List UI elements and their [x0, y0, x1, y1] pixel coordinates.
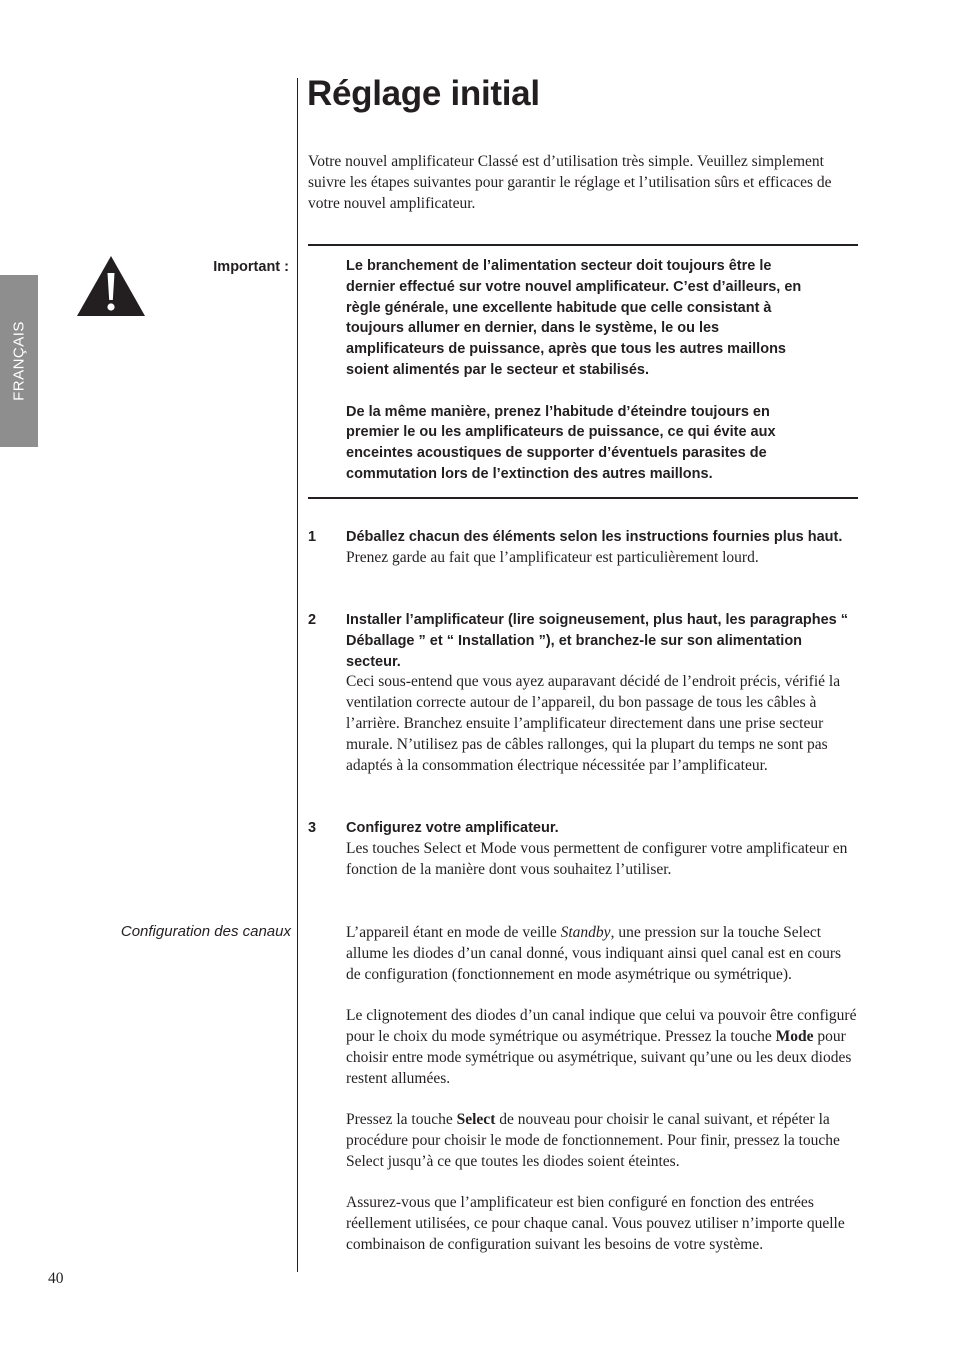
text-run: , une pression sur la touche Select allume les diodes d’un canal donné, vous indiquant ainsi quel canal est en cours de configuration (fonctionnement en mode asymétrique ou symétrique).	[346, 924, 842, 983]
step-number: 3	[308, 820, 317, 836]
configuration-section	[346, 923, 858, 1277]
step-heading: Déballez chacun des éléments selon les instructions fournies plus haut.	[346, 529, 843, 545]
text-run: Le clignotement des diodes d’un canal indique que celui va pouvoir être configuré pour le choix du mode symétrique ou asymétrique. Pressez la touche	[346, 1007, 857, 1045]
text-run: L’appareil étant en mode de veille	[346, 924, 561, 941]
mode-term: Mode	[775, 1027, 814, 1045]
warning-triangle-icon	[76, 255, 146, 317]
intro-paragraph: Votre nouvel amplificateur Classé est d’utilisation très simple. Veuillez simplement suivre les étapes suivantes pour garantir le réglage et l’utilisation sûrs et efficaces de votre nouvel amplificateur.	[308, 153, 832, 212]
configuration-paragraph	[346, 1110, 858, 1172]
text-run: de nouveau pour choisir le canal suivant, et répéter la procédure pour choisir le mode de fonctionnement. Pour finir, pressez la touche Select jusqu’à ce que toutes les diodes soient éteintes.	[346, 1111, 840, 1170]
step-number: 1	[308, 529, 317, 545]
step-2	[308, 610, 860, 776]
select-term: Select	[456, 1111, 496, 1129]
important-paragraph: De la même manière, prenez l’habitude d’éteindre toujours en premier le ou les amplificateurs de puissance, ce qui évite aux enceintes acoustiques de supporter d’éventuels parasites de commutation lors de l’extinction des autres maillons.	[346, 403, 776, 482]
configuration-paragraph	[346, 923, 858, 985]
important-paragraph: Le branchement de l’alimentation secteur doit toujours être le dernier effectué sur votre nouvel amplificateur. C’est d’ailleurs, en règle générale, une excellente habitude que celle consistant à toujours allumer en dernier, dans le système, le ou les amplificateurs de puissance, après que tous les autres maillons soient alimentés par le secteur et stabilisés.	[346, 258, 802, 378]
step-heading: Installer l’amplificateur (lire soigneusement, plus haut, les paragraphes “ Déballage ” et “ Installation ”), et branchez-le sur son alimentation secteur.	[346, 612, 849, 670]
configuration-paragraph: Assurez-vous que l’amplificateur est bien configuré en fonction des entrées réellement utilisées, ce pour chaque canal. Vous pouvez utiliser n’importe quelle combinaison de configuration suivant les besoins de votre système.	[346, 1194, 845, 1253]
important-bottom-rule	[308, 497, 858, 499]
configuration-paragraph	[346, 1006, 858, 1089]
important-label: Important :	[213, 259, 289, 275]
step-description: Prenez garde au fait que l’amplificateur est particulièrement lourd.	[346, 548, 759, 566]
step-description: Ceci sous-entend que vous ayez auparavant décidé de l’endroit précis, vérifié la ventilation correcte autour de l’appareil, du bon passage de tous les câbles à l’arrière. Branchez ensuite l’amplificateur directement dans une prise secteur murale. N’utilisez pas de câbles rallonges, qui la plupart du temps ne sont pas adaptés à la consommation électrique nécessitée par l’amplificateur.	[346, 673, 841, 774]
important-top-rule	[308, 244, 858, 246]
step-1	[308, 527, 860, 569]
language-tab	[0, 275, 38, 447]
step-3	[308, 818, 860, 880]
vertical-rule	[297, 78, 298, 1272]
text-run: Pressez la touche	[346, 1111, 457, 1129]
section-label-configuration: Configuration des canaux	[120, 923, 291, 940]
page-number: 40	[48, 1270, 64, 1287]
important-notice	[346, 256, 821, 485]
step-description: Les touches Select et Mode vous permettent de configurer votre amplificateur en fonction de la manière dont vous souhaitez l’utiliser.	[346, 839, 848, 878]
language-tab-label: FRANÇAIS	[10, 321, 28, 401]
standby-term: Standby	[560, 924, 611, 941]
text-run: pour choisir entre mode symétrique ou asymétrique, suivant qu’une ou les deux diodes restent allumées.	[346, 1027, 852, 1087]
page-title: Réglage initial	[307, 74, 540, 113]
step-number: 2	[308, 612, 317, 628]
step-heading: Configurez votre amplificateur.	[346, 820, 559, 836]
